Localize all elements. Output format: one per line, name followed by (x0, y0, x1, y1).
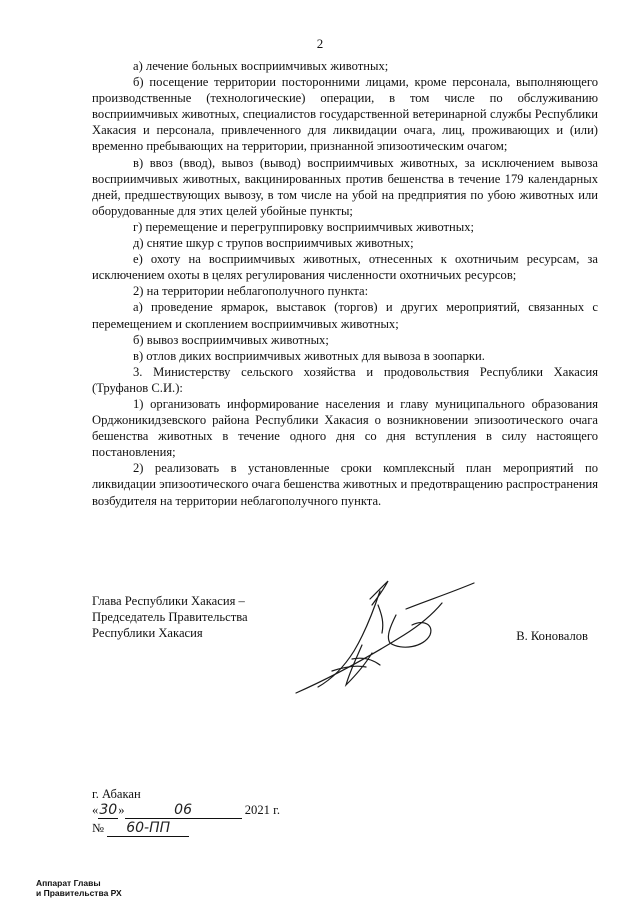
date-close-quote: » (118, 803, 125, 817)
stamp-line: и Правительства РХ (36, 888, 122, 898)
paragraph: а) лечение больных восприимчивых животных; (133, 59, 389, 73)
stamp-line: Аппарат Главы (36, 878, 101, 888)
date-open-quote: « (92, 803, 99, 817)
place-date-block (92, 786, 392, 837)
document-body (92, 58, 598, 509)
date-year: 2021 г. (244, 803, 280, 817)
paragraph: а) проведение ярмарок, выставок (торгов) и других мероприятий, связанных с перемещением и скоплением восприимчивых животных; (92, 300, 598, 331)
page-number: 2 (316, 36, 324, 51)
place: г. Абакан (92, 787, 141, 801)
paragraph: 2) на территории неблагополучного пункта: (133, 284, 369, 299)
paragraph: е) охоту на восприимчивых животных, отнесенных к охотничьим ресурсам, за исключением охоты в целях регулирования численности охотничьих ресурсов; (92, 252, 598, 283)
document-date (92, 802, 392, 820)
document-number (92, 820, 392, 837)
date-day: 30 (99, 802, 118, 818)
signer-position-line: Республики Хакасия (92, 626, 203, 640)
signer-position (92, 593, 248, 641)
paragraph: 3. Министерству сельского хозяйства и продовольствия Республики Хакасия (Труфанов С.И.): (92, 364, 598, 395)
paragraph: в) отлов диких восприимчивых животных для вывоза в зоопарки. (133, 348, 485, 363)
paragraph: б) вывоз восприимчивых животных; (133, 332, 329, 347)
paragraph: 2) реализовать в установленные сроки комплексный план мероприятий по ликвидации эпизоотического очага бешенства животных и предотвращению распространения возбудителя на территории неблагополучного пункта. (92, 461, 598, 508)
signer-position-line: Председатель Правительства (92, 610, 248, 624)
number-value: 60-ПП (107, 821, 189, 837)
paragraph: в) ввоз (ввод), вывоз (вывод) восприимчивых животных, за исключением вывоза восприимчивых животных, вакцинированных против бешенства в течение 179 календарных дней, предшествующих вывозу, в том числе на убой на предприятия по убою животных или оборудованные для этих целей убойные пункты; (92, 155, 598, 218)
date-month: 06 (125, 803, 242, 819)
paragraph: б) посещение территории посторонними лицами, кроме персонала, выполняющего производственные (технологические) операции, в том числе по обслуживанию восприимчивых животных, специалистов государственной ветеринарной службы Республики Хакасия и персонала, привлеченного для ликвидации очага, лиц, проживающих и (или) временно пребывающих на территории, признанной эпизоотическим очагом; (92, 75, 598, 154)
office-stamp (36, 878, 122, 898)
paragraph: 1) организовать информирование населения и главу муниципального образования Орджоникидзевского района Республики Хакасия о возникновении эпизоотического очага бешенства животных в течение одного дня со дня вступления в силу настоящего постановления; (92, 396, 598, 460)
paragraph: г) перемещение и перегруппировку восприимчивых животных; (133, 219, 475, 234)
handwritten-signature (292, 575, 492, 705)
paragraph: д) снятие шкур с трупов восприимчивых животных; (133, 236, 414, 251)
signer-name: В. Коновалов (516, 629, 588, 643)
signer-position-line: Глава Республики Хакасия – (92, 594, 245, 608)
number-sign: № (92, 821, 105, 835)
signature-block (92, 593, 598, 703)
